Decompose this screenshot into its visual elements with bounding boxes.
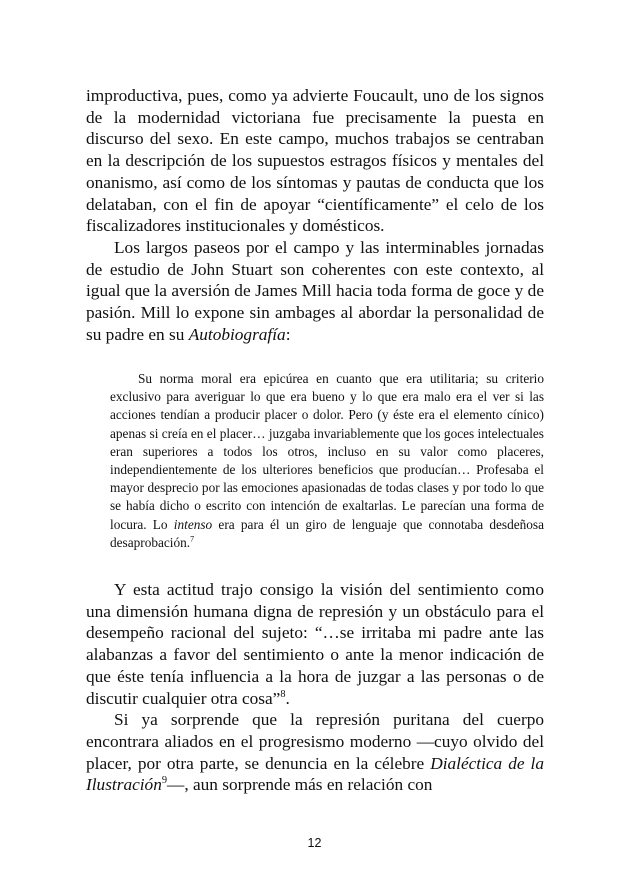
quote-text-2: era para él un giro de lenguaje que connotaba desdeñosa desaprobación.: [110, 516, 544, 550]
footnote-ref-8: 8: [280, 688, 286, 700]
body-text-top: [86, 85, 544, 345]
paragraph-2: [86, 237, 544, 346]
paragraph-4-text: Si ya sorprende que la represión puritana del cuerpo encontrara aliados en el progresismo moderno —cuyo olvido del placer, por otra parte, se denuncia en la célebre: [86, 710, 544, 773]
paragraph-3: [86, 579, 544, 709]
block-quote: [110, 370, 544, 552]
footnote-ref-9: 9: [161, 775, 168, 787]
paragraph-3-text: Y esta actitud trajo consigo la visión del sentimiento como una dimensión humana digna de represión y un obstáculo para el desempeño racional del sujeto: “…se irritaba mi padre ante las alabanzas a favor del sentimiento o ante la menor indicación de que éste tenía influencia a la hora de juzgar a las personas o de discutir cualquier otra cosa”: [86, 580, 544, 708]
quote-italic-word: intenso: [173, 516, 213, 532]
paragraph-2-text: Los largos paseos por el campo y las interminables jornadas de estudio de John Stuart son coherentes con este contexto, al igual que la aversión de James Mill hacia toda forma de goce y de pasión. Mill lo expone sin ambages al abordar la personalidad de su padre en su: [86, 237, 544, 344]
footnote-ref-7: 7: [190, 534, 195, 544]
paragraph-1: improductiva, pues, como ya advierte Foucault, uno de los signos de la modernidad victoriana fue precisamente la puesta en discurso del sexo. En este campo, muchos trabajos se centraban en la descripción de los supuestos estragos físicos y mentales del onanismo, así como de los síntomas y pautas de conducta que los delataban, con el fin de apoyar “científicamente” el celo de los fiscalizadores institucionales y domésticos.: [86, 86, 544, 236]
paragraph-2-end: :: [285, 324, 291, 344]
book-title-dialectica: Dialéctica de la Ilustración: [86, 753, 544, 795]
quote-paragraph: [110, 370, 544, 552]
paragraph-3-end: .: [285, 688, 290, 708]
paragraph-4-end: —, aun sorprende más en relación con: [167, 775, 433, 795]
body-text-bottom: [86, 579, 544, 796]
book-title-autobiografia: Autobiografía: [188, 324, 286, 344]
page-number: 12: [307, 836, 322, 850]
quote-text-1: Su norma moral era epicúrea en cuanto que era utilitaria; su criterio exclusivo para averiguar lo que era bueno y lo que era malo era el ver si las acciones tendían a producir placer o dolor. Pero (y éste era el elemento cínico) apenas si creía en el placer… juzgaba invariablemente que los goces intelectuales eran superiores a todos los otros, incluso en su valor como placeres, independientemente de los ulteriores beneficios que producían… Profesaba el mayor desprecio por las emociones apasionadas de todas clases y por todo lo que se había dicho o escrito con intención de exaltarlas. Le parecían una forma de locura. Lo: [110, 371, 544, 532]
paragraph-4: [86, 709, 544, 796]
